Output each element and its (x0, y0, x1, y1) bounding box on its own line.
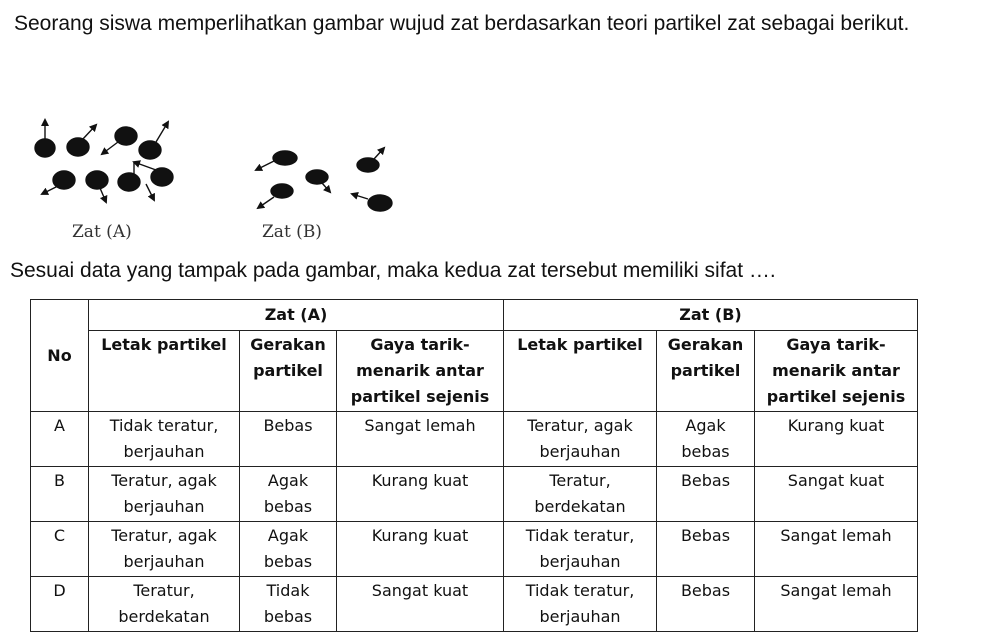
col-header-b-gaya: Gaya tarik-menarik antar partikel sejenis (755, 331, 918, 412)
cell-b-gaya: Sangat lemah (755, 577, 918, 632)
cell-b-letak: Teratur, agak berjauhan (504, 412, 657, 467)
cell-a-gerakan: Tidak bebas (240, 577, 337, 632)
col-header-a-letak: Letak partikel (89, 331, 240, 412)
cell-a-letak: Teratur, agak berjauhan (89, 467, 240, 522)
table-row[interactable] (31, 467, 918, 522)
cell-b-gerakan: Bebas (657, 577, 755, 632)
col-header-b-gerakan: Gerakan partikel (657, 331, 755, 412)
cell-a-letak: Teratur, berdekatan (89, 577, 240, 632)
answer-table (30, 299, 918, 632)
cell-b-gerakan: Agak bebas (657, 412, 755, 467)
option-label[interactable]: D (31, 577, 89, 632)
particle-figure (30, 110, 410, 252)
table-group-header-row (31, 300, 918, 331)
zat-b-label: Zat (B) (262, 222, 322, 242)
cell-a-gerakan: Bebas (240, 412, 337, 467)
no-header: No (31, 300, 89, 412)
cell-a-gerakan: Agak bebas (240, 467, 337, 522)
col-header-a-gaya: Gaya tarik-menarik antar partikel sejenis (337, 331, 504, 412)
cell-a-gaya: Sangat kuat (337, 577, 504, 632)
table-row[interactable] (31, 412, 918, 467)
cell-a-gaya: Kurang kuat (337, 467, 504, 522)
cell-a-letak: Tidak teratur, berjauhan (89, 412, 240, 467)
cell-a-gaya: Sangat lemah (337, 412, 504, 467)
zat-b-particles (256, 148, 392, 211)
cell-b-gerakan: Bebas (657, 522, 755, 577)
cell-b-letak: Tidak teratur, berjauhan (504, 522, 657, 577)
cell-b-gaya: Sangat kuat (755, 467, 918, 522)
table-row[interactable] (31, 522, 918, 577)
zat-a-particles (35, 120, 173, 202)
cell-b-gaya: Kurang kuat (755, 412, 918, 467)
cell-b-letak: Tidak teratur, berjauhan (504, 577, 657, 632)
table-row[interactable] (31, 577, 918, 632)
cell-b-gerakan: Bebas (657, 467, 755, 522)
zat-a-label: Zat (A) (72, 222, 132, 242)
group-header-zat-a: Zat (A) (89, 300, 504, 331)
question-intro: Seorang siswa memperlihatkan gambar wujud zat berdasarkan teori partikel zat sebagai berikut. (14, 12, 910, 35)
cell-a-gerakan: Agak bebas (240, 522, 337, 577)
cell-a-letak: Teratur, agak berjauhan (89, 522, 240, 577)
question-prompt: Sesuai data yang tampak pada gambar, maka kedua zat tersebut memiliki sifat …. (10, 259, 776, 282)
cell-a-gaya: Kurang kuat (337, 522, 504, 577)
table-sub-header-row (31, 331, 918, 412)
group-header-zat-b: Zat (B) (504, 300, 918, 331)
option-label[interactable]: A (31, 412, 89, 467)
col-header-a-gerakan: Gerakan partikel (240, 331, 337, 412)
cell-b-gaya: Sangat lemah (755, 522, 918, 577)
option-label[interactable]: C (31, 522, 89, 577)
option-label[interactable]: B (31, 467, 89, 522)
col-header-b-letak: Letak partikel (504, 331, 657, 412)
cell-b-letak: Teratur, berdekatan (504, 467, 657, 522)
